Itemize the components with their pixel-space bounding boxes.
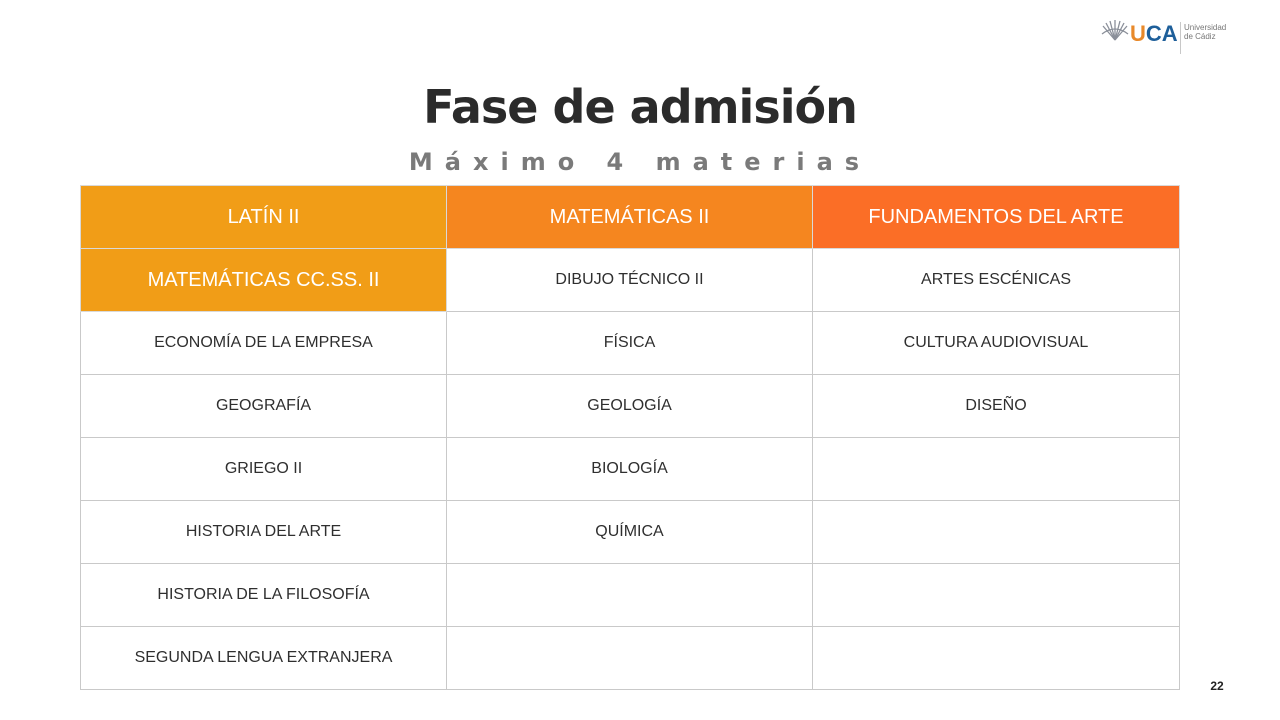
subjects-table (80, 185, 1180, 690)
empty-cell (447, 564, 813, 627)
subject-cell: HISTORIA DE LA FILOSOFÍA (81, 564, 447, 627)
uca-fan-icon (1100, 20, 1130, 42)
table-row (81, 627, 1180, 690)
subject-cell: DISEÑO (813, 375, 1180, 438)
subject-cell: CULTURA AUDIOVISUAL (813, 312, 1180, 375)
empty-cell (813, 501, 1180, 564)
highlighted-subject-cell: LATÍN II (81, 186, 447, 249)
logo-divider (1180, 22, 1181, 54)
uca-letter-u: U (1130, 21, 1146, 46)
uca-wordmark (1130, 20, 1178, 48)
page-number: 22 (1210, 679, 1224, 693)
table-row (81, 249, 1180, 312)
subject-cell: FÍSICA (447, 312, 813, 375)
subject-cell: ECONOMÍA DE LA EMPRESA (81, 312, 447, 375)
page-title: Fase de admisión (423, 80, 857, 134)
highlighted-subject-cell: FUNDAMENTOS DEL ARTE (813, 186, 1180, 249)
table-row (81, 186, 1180, 249)
highlighted-subject-cell: MATEMÁTICAS CC.SS. II (81, 249, 447, 312)
uca-letters-ca: CA (1145, 21, 1178, 46)
subject-cell: GEOLOGÍA (447, 375, 813, 438)
empty-cell (447, 627, 813, 690)
university-name-line2: de Cádiz (1184, 32, 1216, 41)
table-row (81, 438, 1180, 501)
empty-cell (813, 564, 1180, 627)
table-row (81, 501, 1180, 564)
table-row (81, 312, 1180, 375)
uca-logo (1098, 16, 1238, 56)
subject-cell: ARTES ESCÉNICAS (813, 249, 1180, 312)
subject-cell: HISTORIA DEL ARTE (81, 501, 447, 564)
subject-cell: GRIEGO II (81, 438, 447, 501)
empty-cell (813, 627, 1180, 690)
empty-cell (813, 438, 1180, 501)
subject-cell: QUÍMICA (447, 501, 813, 564)
table-row (81, 375, 1180, 438)
page-subtitle: Máximo 4 materias (408, 148, 872, 176)
table-row (81, 564, 1180, 627)
subject-cell: GEOGRAFÍA (81, 375, 447, 438)
highlighted-subject-cell: MATEMÁTICAS II (447, 186, 813, 249)
subject-cell: SEGUNDA LENGUA EXTRANJERA (81, 627, 447, 690)
university-name (1184, 23, 1226, 41)
subject-cell: BIOLOGÍA (447, 438, 813, 501)
university-name-line1: Universidad (1184, 23, 1227, 32)
subject-cell: DIBUJO TÉCNICO II (447, 249, 813, 312)
subjects-table-body (81, 186, 1180, 690)
